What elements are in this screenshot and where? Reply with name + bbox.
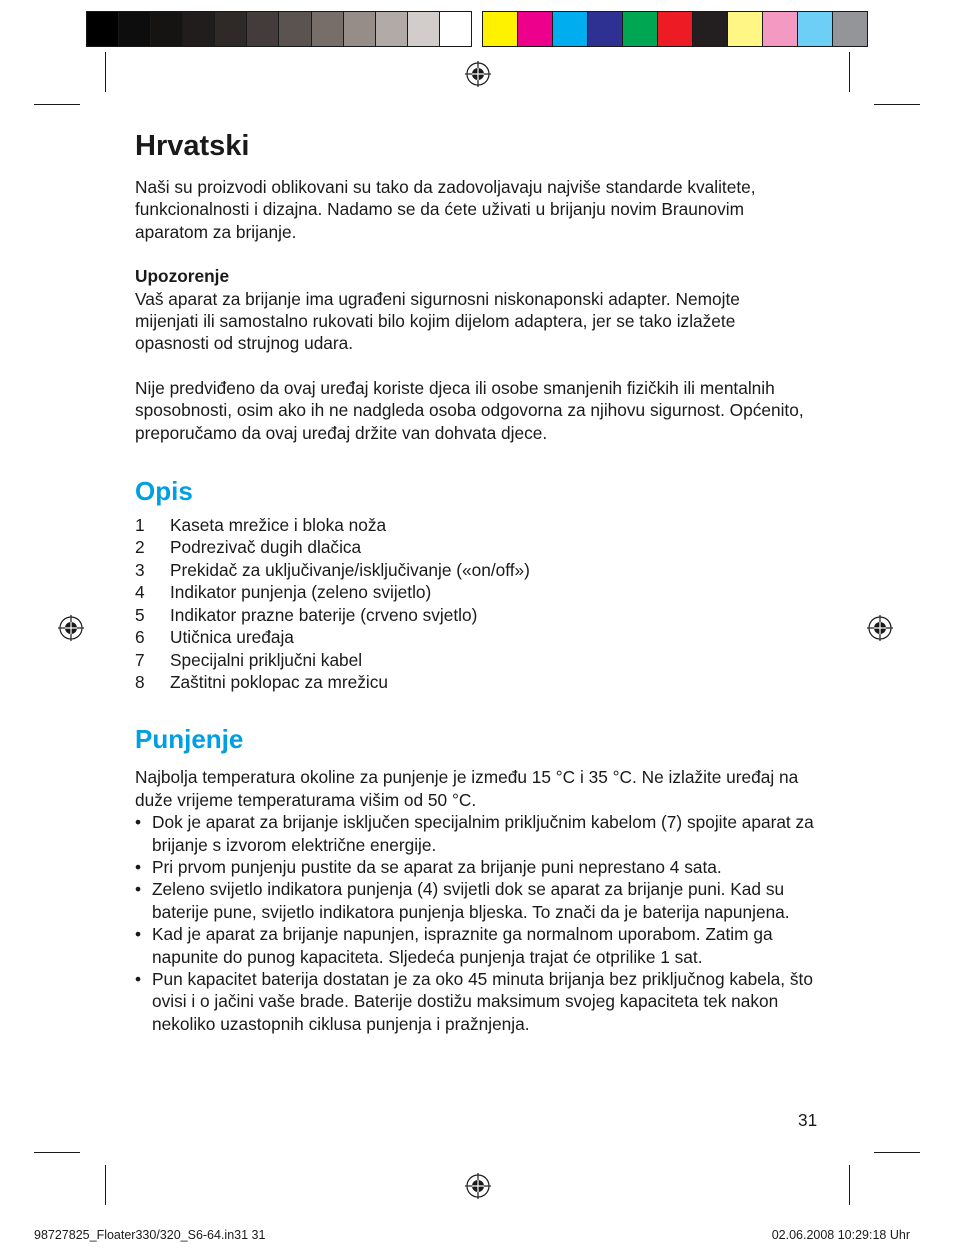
crop-mark [849, 1165, 850, 1205]
bullet-icon: • [135, 856, 142, 877]
list-item-number: 2 [135, 537, 145, 558]
warning-heading: Upozorenje [135, 266, 230, 287]
warning-paragraph: Vaš aparat za brijanje ima ugrađeni sigurnosni niskonaponski adapter. Nemojte mijenjati ili samostalno rukovati bilo kojim dijelom adaptera, jer se tako izlažete opasnosti od strujnog udara. [135, 288, 740, 354]
grayscale-color-bar [86, 11, 472, 47]
color-swatch [657, 12, 692, 46]
parts-list [135, 514, 835, 693]
color-swatch [150, 12, 182, 46]
list-item-number: 8 [135, 671, 145, 692]
bullet-text: Pun kapacitet baterija dostatan je za oko 45 minuta brijanja bez priključnog kabela, što ovisi i o jačini vaše brade. Baterije dostižu maksimum svojeg kapaciteta tek nakon nekoliko uzastopnih ciklusa punjenja i pražnjenja. [152, 968, 813, 1034]
crop-mark [34, 104, 80, 105]
bullet-text: Pri prvom punjenju pustite da se aparat za brijanje puni neprestano 4 sata. [152, 856, 722, 877]
page-content [135, 128, 835, 1035]
list-item [135, 811, 820, 856]
list-item-number: 6 [135, 627, 145, 648]
crop-mark [105, 1165, 106, 1205]
list-item [135, 559, 835, 581]
registration-mark-icon [58, 615, 84, 641]
list-item-number: 1 [135, 515, 145, 536]
footer-file-info: 98727825_Floater330/320_S6-64.in31 31 [34, 1228, 266, 1242]
color-swatch [517, 12, 552, 46]
list-item-text: Podrezivač dugih dlačica [170, 537, 362, 558]
color-swatch [278, 12, 310, 46]
list-item [135, 514, 835, 536]
crop-mark [874, 104, 920, 105]
list-item-number: 3 [135, 559, 145, 580]
list-item-text: Utičnica uređaja [170, 627, 294, 648]
list-item [135, 968, 820, 1035]
crop-mark [34, 1152, 80, 1153]
list-item [135, 671, 835, 693]
charging-intro: Najbolja temperatura okoline za punjenje je između 15 °C i 35 °C. Ne izlažite uređaj na duže vrijeme temperaturama višim od 50 °C. [135, 767, 799, 810]
color-swatch [587, 12, 622, 46]
bullet-text: Kad je aparat za brijanje napunjen, ispraznite ga normalnom uporabom. Zatim ga napunite do punog kapaciteta. Sljedeća punjenja trajat će otprilike 1 sat. [152, 924, 773, 967]
bullet-icon: • [135, 812, 142, 833]
bullet-text: Dok je aparat za brijanje isključen specijalnim priključnim kabelom (7) spojite aparat za brijanje s izvorom električne energije. [152, 812, 814, 855]
color-swatch [311, 12, 343, 46]
list-item-text: Kaseta mrežice i bloka noža [170, 515, 387, 536]
crop-mark [105, 52, 106, 92]
list-item-number: 5 [135, 604, 145, 625]
color-swatch [87, 12, 118, 46]
list-item [135, 604, 835, 626]
registration-mark-icon [465, 61, 491, 87]
list-item-number: 4 [135, 582, 145, 603]
list-item [135, 649, 835, 671]
warning-paragraph-children: Nije predviđeno da ovaj uređaj koriste djeca ili osobe smanjenih fizičkih ili mentalnih sposobnosti, osim ako ih ne nadgleda osoba odgovorna za njihovu sigurnost. Općenito, preporučamo da ovaj uređaj držite van dohvata djece. [135, 377, 804, 443]
page-title: Hrvatski [135, 130, 250, 162]
color-swatch [182, 12, 214, 46]
color-swatch [214, 12, 246, 46]
list-item-text: Prekidač za uključivanje/isključivanje («on/off») [170, 559, 530, 580]
charging-bullets [135, 811, 820, 1035]
color-swatch [118, 12, 150, 46]
bullet-text: Zeleno svijetlo indikatora punjenja (4) svijetli dok se aparat za brijanje puni. Kad su baterije pune, svijetlo indikatora punjenja bljeska. To znači da je baterija napunjena. [152, 879, 790, 922]
footer-timestamp: 02.06.2008 10:29:18 Uhr [771, 1228, 910, 1242]
process-color-bar [482, 11, 868, 47]
color-swatch [439, 12, 471, 46]
crop-mark [874, 1152, 920, 1153]
bullet-icon: • [135, 879, 142, 900]
color-swatch [832, 12, 867, 46]
list-item-number: 7 [135, 649, 145, 670]
registration-mark-icon [465, 1173, 491, 1199]
color-swatch [246, 12, 278, 46]
list-item [135, 923, 820, 968]
crop-mark [849, 52, 850, 92]
list-item-text: Indikator prazne baterije (crveno svjetlo) [170, 604, 478, 625]
color-swatch [375, 12, 407, 46]
bullet-icon: • [135, 968, 142, 989]
list-item [135, 856, 820, 878]
section-heading-opis: Opis [135, 476, 193, 507]
list-item [135, 626, 835, 648]
color-swatch [343, 12, 375, 46]
list-item [135, 581, 835, 603]
registration-mark-icon [867, 615, 893, 641]
list-item [135, 878, 820, 923]
list-item-text: Indikator punjenja (zeleno svijetlo) [170, 582, 432, 603]
color-swatch [727, 12, 762, 46]
list-item-text: Specijalni priključni kabel [170, 649, 363, 670]
intro-paragraph: Naši su proizvodi oblikovani su tako da zadovoljavaju najviše standarde kvalitete, funkcionalnosti i dizajna. Nadamo se da ćete uživati u brijanju novim Braunovim aparatom za brijanje. [135, 177, 756, 242]
color-swatch [797, 12, 832, 46]
color-swatch [622, 12, 657, 46]
color-swatch [692, 12, 727, 46]
color-swatch [762, 12, 797, 46]
list-item [135, 536, 835, 558]
color-swatch [407, 12, 439, 46]
section-heading-punjenje: Punjenje [135, 724, 244, 755]
color-swatch [483, 12, 517, 46]
color-swatch [552, 12, 587, 46]
bullet-icon: • [135, 924, 142, 945]
list-item-text: Zaštitni poklopac za mrežicu [170, 671, 389, 692]
page-number: 31 [798, 1110, 818, 1130]
